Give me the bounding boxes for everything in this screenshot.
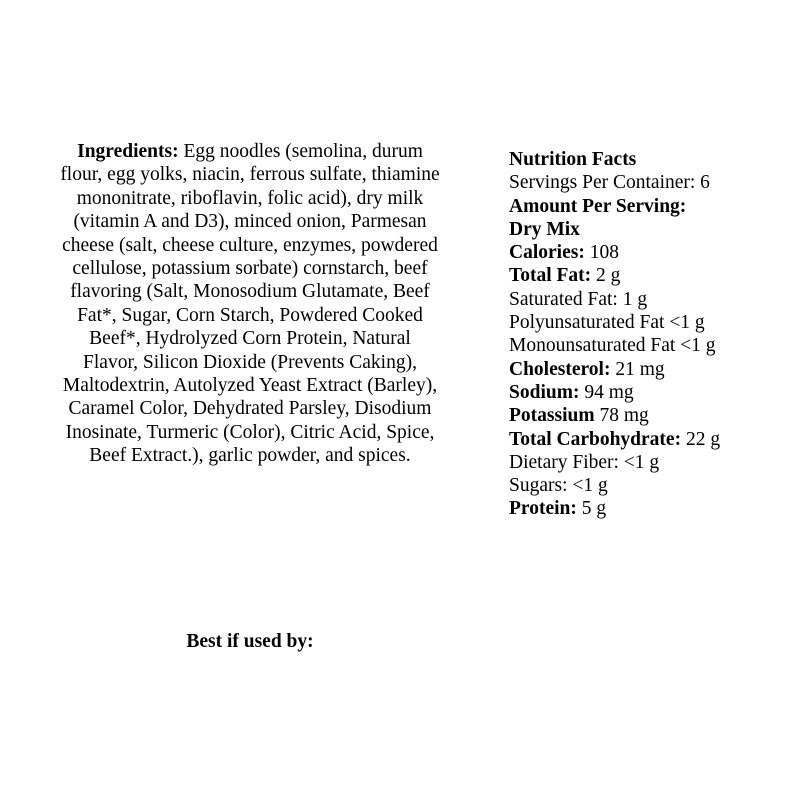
sugars-row: Sugars: <1 g bbox=[509, 475, 608, 497]
saturated-fat-row: Saturated Fat: 1 g bbox=[509, 288, 648, 310]
nutrition-facts-panel bbox=[509, 148, 789, 521]
calories-row bbox=[509, 241, 789, 264]
sodium-row bbox=[509, 381, 789, 404]
total-carbohydrate-label: Total Carbohydrate: bbox=[509, 428, 682, 450]
ingredients-label: Ingredients: bbox=[77, 141, 179, 162]
total-carbohydrate-value: 22 g bbox=[681, 428, 721, 450]
cholesterol-label: Cholesterol: bbox=[509, 358, 611, 380]
cholesterol-value: 21 mg bbox=[610, 358, 665, 380]
calories-label: Calories: bbox=[509, 242, 585, 264]
ingredients-block bbox=[60, 140, 440, 468]
amount-per-serving: Amount Per Serving: bbox=[509, 195, 687, 217]
dietary-fiber-row: Dietary Fiber: <1 g bbox=[509, 451, 660, 473]
protein-row bbox=[509, 497, 789, 520]
servings-per-container: Servings Per Container: 6 bbox=[509, 172, 710, 194]
sodium-label: Sodium: bbox=[509, 381, 580, 403]
total-carbohydrate-row bbox=[509, 428, 789, 451]
total-fat-row bbox=[509, 264, 789, 287]
total-fat-label: Total Fat: bbox=[509, 265, 592, 287]
ingredients-text: Egg noodles (semolina, durum flour, egg yolks, niacin, ferrous sulfate, thiamine mononitrate, riboflavin, folic acid), dry milk (vitamin A and D3), minced onion, Parmesan cheese (salt, cheese culture, enzymes, powdered cellulose, potassium sorbate) cornstarch, beef flavoring (Salt, Monosodium Glutamate, Beef Fat*, Sugar, Corn Starch, Powdered Cooked Beef*, Hydrolyzed Corn Protein, Natural Flavor, Silicon Dioxide (Prevents Caking), Maltodextrin, Autolyzed Yeast Extract (Barley), Caramel Color, Dehydrated Parsley, Disodium Inosinate, Turmeric (Color), Citric Acid, Spice, Beef Extract.), garlic powder, and spices. bbox=[60, 141, 440, 467]
sodium-value: 94 mg bbox=[579, 381, 634, 403]
potassium-value: 78 mg bbox=[594, 405, 649, 427]
best-by-label: Best if used by: bbox=[186, 631, 314, 652]
potassium-row bbox=[509, 404, 789, 427]
calories-value: 108 bbox=[584, 242, 619, 264]
dry-mix-heading: Dry Mix bbox=[509, 218, 580, 240]
monounsaturated-fat-row: Monounsaturated Fat <1 g bbox=[509, 335, 716, 357]
total-fat-value: 2 g bbox=[591, 265, 621, 287]
cholesterol-row bbox=[509, 358, 789, 381]
nutrition-title: Nutrition Facts bbox=[509, 149, 637, 170]
protein-label: Protein: bbox=[509, 498, 577, 520]
protein-value: 5 g bbox=[576, 498, 607, 520]
polyunsaturated-fat-row: Polyunsaturated Fat <1 g bbox=[509, 312, 705, 334]
potassium-label: Potassium bbox=[509, 405, 595, 427]
